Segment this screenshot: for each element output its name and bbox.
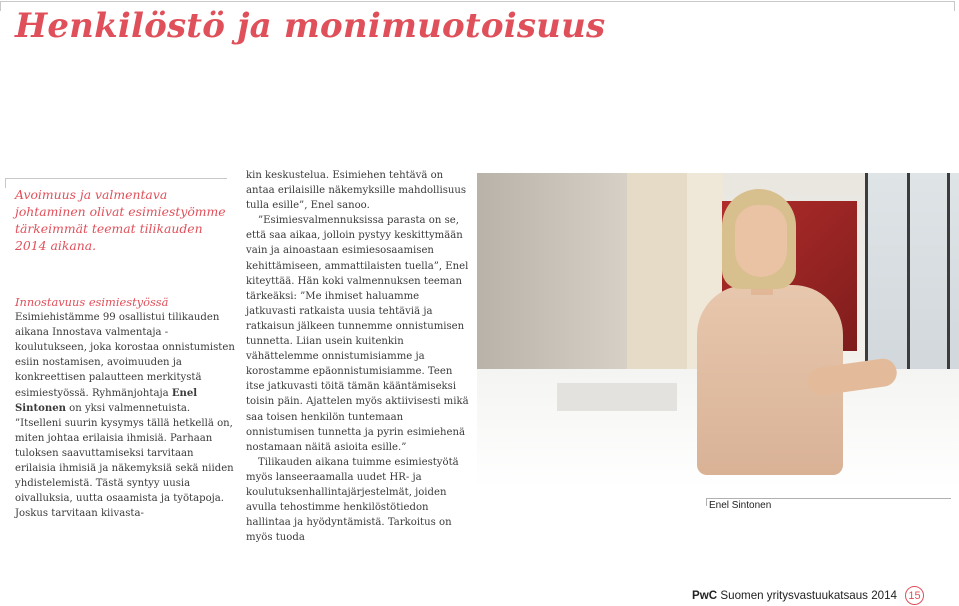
column-2-paragraph-3: [246, 455, 472, 546]
page-number: 15: [905, 586, 924, 605]
column-2-paragraph-3-text: Tilikauden aikana tuimme esimiestyötä myös lanseeraamalla uudet HR- ja koulutuksenhallintajärjestelmät, joiden avulla tehostimme henkilöstötiedon hallintaa ja hyödyntämistä. Tarkoitus on myös tuoda: [246, 456, 459, 544]
caption-rule: [706, 498, 951, 499]
column-2-paragraph-1: kin keskustelua. Esimiehen tehtävä on antaa erilaisille näkemyksille mahdollisuus tulla esille”, Enel sanoo.: [246, 170, 467, 212]
intro-rule-tick: [5, 178, 6, 188]
top-rule-tick-left: [0, 1, 1, 11]
portrait-photo: [477, 173, 959, 489]
person-name: Enel Sintonen: [15, 387, 198, 414]
page-title: Henkilöstö ja monimuotoisuus: [15, 6, 606, 46]
column-1-text-a: Esimiehistämme 99 osallistui tilikauden aikana Innostava valmentaja -koulutukseen, joka korostaa onnistumisten esiin nostamisen, avoimuuden ja konkreettisen palautteen merkitystä esimiestyössä. Ryhmänjohtaja: [15, 312, 235, 399]
column-2: [246, 168, 472, 545]
photo-caption: Enel Sintonen: [709, 500, 772, 511]
footer: [692, 589, 897, 602]
footer-publication: Suomen yritysvastuukatsaus 2014: [720, 589, 897, 602]
column-2-paragraph-2-text: ”Esimiesvalmennuksissa parasta on se, että saa aikaa, jolloin pystyy keskittymään vain ja ainoastaan esimiesosaamisen kehittämiseen, ammattilaisten tuella”, Enel kiteyttää. Hän koki valmennuksen teeman tärkeäksi: ”Me ihmiset haluamme jatkuvasti ratkaista uusia tehtäviä ja ratkaisun jälkeen tunnemme onnistumisen tunnetta. Liian usein kuitenkin vähättelemme onnistumisiamme ja korostamme epäonnistumisiamme. Teen itse jatkuvasti töitä tämän kääntämiseksi toisin päin. Ajattelen myös aktiivisesti mikä saa toisen henkilön tuntemaan onnistumisen tunnetta ja pyrin esimiehenä nostamaan näitä asioita esille.”: [246, 215, 469, 453]
column-2-paragraph-2: [246, 213, 472, 455]
intro-rule: [5, 178, 227, 179]
column-1-paragraph: [15, 310, 237, 521]
section-subhead: Innostavuus esimiestyössä: [15, 295, 169, 309]
intro-text: Avoimuus ja valmentava johtaminen olivat esimiestyömme tärkeimmät teemat tilikauden 2014 aikana.: [15, 187, 226, 253]
caption-rule-tick: [706, 498, 707, 506]
footer-brand: PwC: [692, 589, 718, 602]
top-rule: [0, 1, 955, 2]
column-1-text-b: on yksi valmennetuista. ”Itselleni suurin kysymys tällä hetkellä on, miten johtaa erilaisia ihmisiä. Parhaan tuloksen saavuttamiseksi tarvitaan erilaisia ihmisiä ja näkemyksiä sekä niiden yhdistelemistä. Tästä syntyy uusia oivalluksia, uutta osaamista ja työtapoja. Joskus tarvitaan kiivasta-: [15, 402, 234, 520]
top-rule-tick-right: [954, 1, 955, 11]
column-1: [15, 295, 237, 521]
